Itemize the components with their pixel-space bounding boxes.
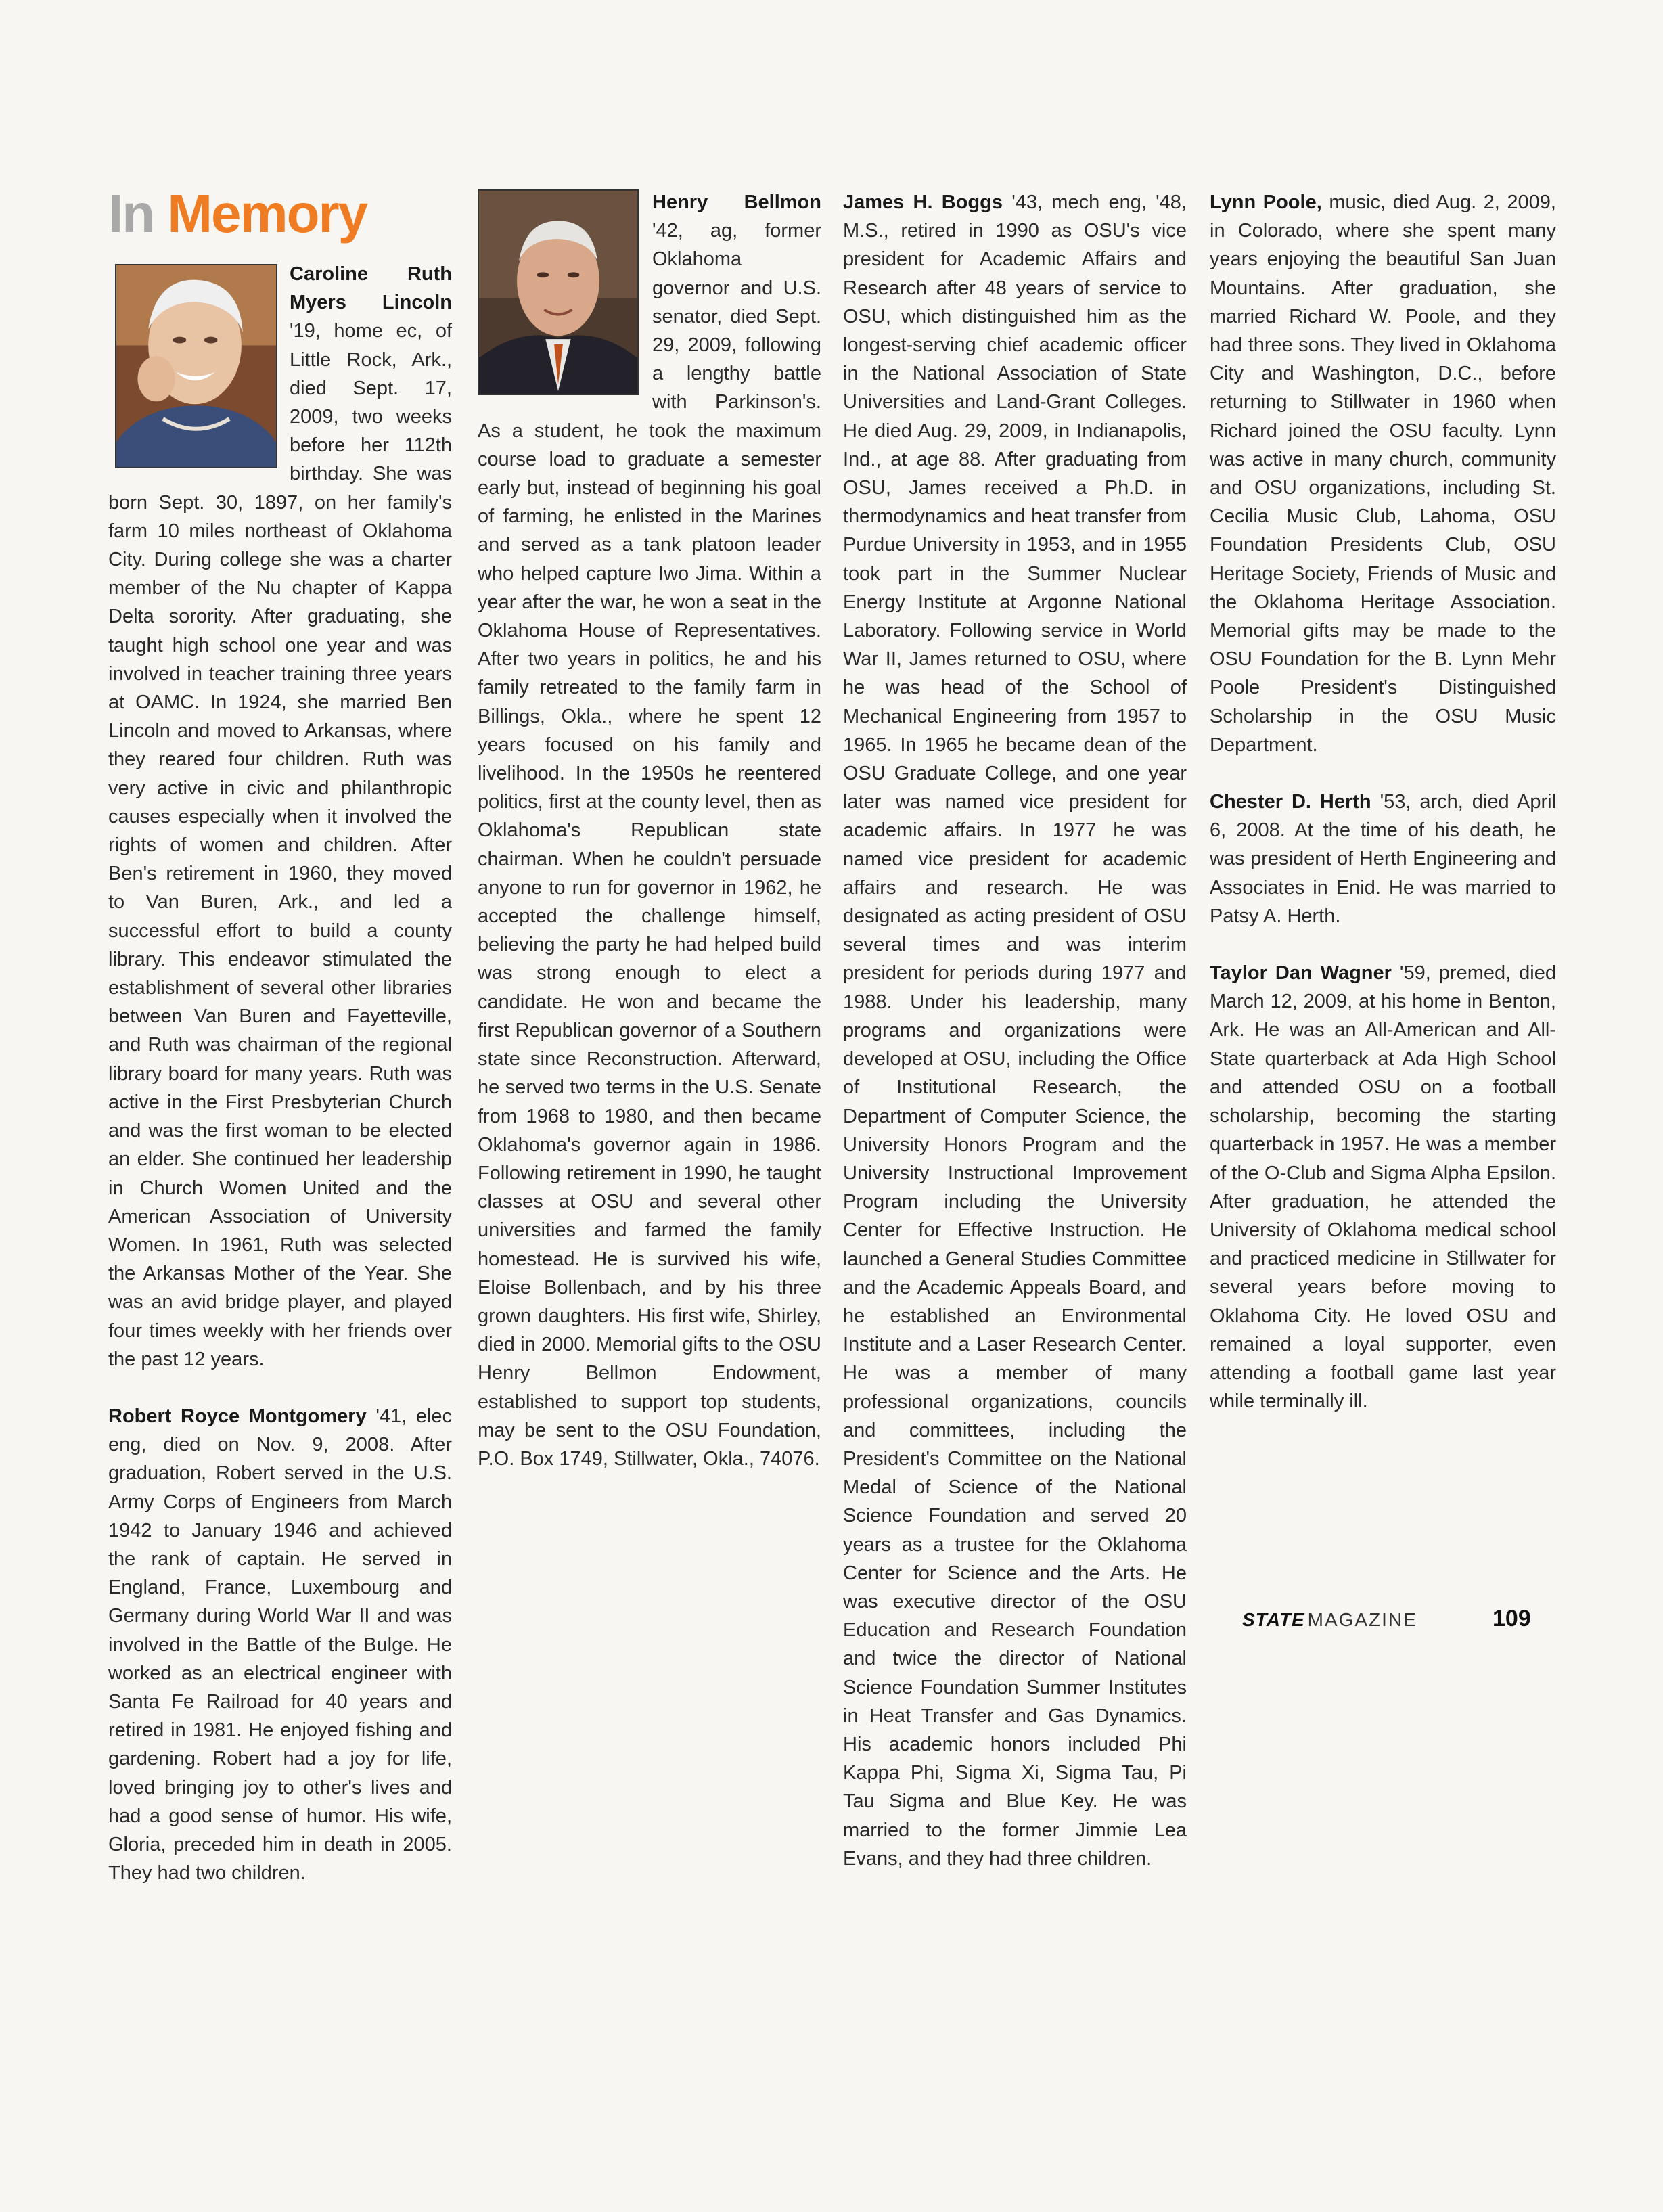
obituary-bellmon xyxy=(478,188,821,1473)
column-4 xyxy=(1210,188,1556,1444)
obituary-name: James H. Boggs xyxy=(843,191,1003,213)
page-footer xyxy=(1242,1606,1540,1633)
portrait-photo-icon xyxy=(115,264,277,468)
portrait-photo-icon xyxy=(478,189,639,395)
title-word-in: In xyxy=(108,183,154,244)
page-title xyxy=(108,183,452,245)
obituary-text: '42, ag, former Oklahoma governor and U.S. senator, died Sept. 29, 2009, following a lengthy battle with Parkinson's. As a student, he took the maximum course load to graduate a semester early but, instead of beginning his goal of farming, he enlisted in the Marines and served as a tank platoon leader who helped capture Iwo Jima. Within a year after the war, he won a seat in the Oklahoma House of Representatives. After two years in politics, he and his family retreated to the family farm in Billings, Okla., where he spent 12 years focused on his family and livelihood. In the 1950s he reentered politics, first at the county level, then as Oklahoma's Republican state chairman. When he couldn't persuade anyone to run for governor in 1962, he accepted the challenge himself, believing the party he had helped build was strong enough to elect a candidate. He won and became the first Republican governor of a Southern state since Reconstruction. Afterward, he served two terms in the U.S. Senate from 1968 to 1980, and then became Oklahoma's governor again in 1986. Following retirement in 1990, he taught classes at OSU and several other universities and farmed the family homestead. He is survived his wife, Eloise Bollenbach, and by his three grown daughters. His first wife, Shirley, died in 2000. Memorial gifts to the OSU Henry Bellmon Endowment, established to support top students, may be sent to the OSU Foundation, P.O. Box 1749, Stillwater, Okla., 74076. xyxy=(478,220,821,1470)
obituary-poole xyxy=(1210,188,1556,759)
obituary-name: Henry Bellmon xyxy=(652,191,821,213)
column-3 xyxy=(843,188,1187,1901)
magazine-name-word: MAGAZINE xyxy=(1307,1609,1417,1630)
obituary-wagner xyxy=(1210,959,1556,1416)
column-1 xyxy=(108,183,452,1916)
title-word-memory: Memory xyxy=(167,183,367,244)
obituary-boggs xyxy=(843,188,1187,1873)
obituary-text: '19, home ec, of Little Rock, Ark., died Sept. 17, 2009, two weeks before her 112th birthday. She was born Sept. 30, 1897, on her family's farm 10 miles northeast of Oklahoma City. During college she was a charter member of the Nu chapter of Kappa Delta sorority. After graduating, she taught high school one year and was involved in teacher training three years at OAMC. In 1924, she married Ben Lincoln and moved to Arkansas, where they reared four children. Ruth was very active in civic and philanthropic causes especially when it involved the rights of women and children. After Ben's retirement in 1960, they moved to Van Buren, Ark., and led a successful effort to build a county library. This endeavor stimulated the establishment of several other libraries between Van Buren and Fayetteville, and Ruth was chairman of the regional library board for many years. Ruth was active in the First Presbyterian Church and was the first woman to be elected an elder. She continued her leadership in Church Women United and the American Association of University Women. In 1961, Ruth was selected the Arkansas Mother of the Year. She was an avid bridge player, and played four times weekly with her friends over the past 12 years. xyxy=(108,320,452,1370)
obituary-lincoln xyxy=(108,260,452,1374)
obituary-name: Taylor Dan Wagner xyxy=(1210,962,1392,985)
page-number: 109 xyxy=(1493,1606,1531,1631)
obituary-text: '59, premed, died March 12, 2009, at his home in Benton, Ark. He was an All-American and All-State quarterback at Ada High School and attended OSU on a football scholarship, becoming the starting quarterback in 1957. He was a member of the O-Club and Sigma Alpha Epsilon. After graduation, he attended the University of Oklahoma medical school and practiced medicine in Stillwater for several years before moving to Oklahoma City. He loved OSU and remained a loyal supporter, even attending a football game last year while terminally ill. xyxy=(1210,962,1556,1413)
obituary-herth xyxy=(1210,788,1556,930)
obituary-name: Caroline Ruth Myers Lincoln xyxy=(290,263,452,314)
obituary-name: Robert Royce Montgomery xyxy=(108,1405,367,1427)
obituary-text: '53, arch, died April 6, 2008. At the time of his death, he was president of Herth Engineering and Associates in Enid. He was married to Patsy A. Herth. xyxy=(1210,791,1557,927)
obituary-text: '41, elec eng, died on Nov. 9, 2008. After graduation, Robert served in the U.S. Army Corps of Engineers from March 1942 to January 1946 and achieved the rank of captain. He served in England, France, Luxembourg and Germany during World War II and was involved in the Battle of the Bulge. He worked as an electrical engineer with Santa Fe Railroad for 40 years and retired in 1981. He enjoyed fishing and gardening. Robert had a joy for life, loved bringing joy to other's lives and had a good sense of humor. His wife, Gloria, preceded him in death in 2005. They had two children. xyxy=(108,1405,452,1884)
obituary-name: Chester D. Herth xyxy=(1210,791,1371,813)
magazine-name-state: STATE xyxy=(1242,1609,1305,1630)
obituary-name: Lynn Poole, xyxy=(1210,191,1322,213)
obituary-text: '43, mech eng, '48, M.S., retired in 1990 as OSU's vice president for Academic Affairs and Research after 48 years of service to OSU, which distinguished him as the longest-serving chief academic officer in the National Association of State Universities and Land-Grant Colleges. He died Aug. 29, 2009, in Indianapolis, Ind., at age 88. After graduating from OSU, James received a Ph.D. in thermodynamics and heat transfer from Purdue University in 1953, and in 1955 took part in the Summer Nuclear Energy Institute at Argonne National Laboratory. Following service in World War II, James returned to OSU, where he was head of the School of Mechanical Engineering from 1957 to 1965. In 1965 he became dean of the OSU Graduate College, and one year later was named vice president for academic affairs. In 1977 he was named vice president for academic affairs and research. He was designated as acting president of OSU several times and was interim president for periods during 1977 and 1988. Under his leadership, many programs and organizations were developed at OSU, including the Office of Institutional Research, the Department of Computer Science, the University Honors Program and the University Instructional Improvement Program including the University Center for Effective Instruction. He launched a General Studies Committee and the Academic Appeals Board, and he established an Environmental Institute and a Laser Research Center. He was a member of many professional organizations, councils and committees, including the President's Committee on the National Medal of Science of the National Science Foundation and served 20 years as a trustee for the Oklahoma Center for Science and the Arts. He was executive director of the OSU Education and Research Foundation and twice the director of National Science Foundation Summer Institutes in Heat Transfer and Gas Dynamics. His academic honors included Phi Kappa Phi, Sigma Xi, Sigma Tau, Pi Tau Sigma and Blue Key. He was married to the former Jimmie Lea Evans, and they had three children. xyxy=(843,191,1187,1870)
obituary-text: music, died Aug. 2, 2009, in Colorado, where she spent many years enjoying the beautiful San Juan Mountains. After graduation, she married Richard W. Poole, and they had three sons. They lived in Oklahoma City and Washington, D.C., before returning to Stillwater in 1960 when Richard joined the OSU faculty. Lynn was active in many church, community and OSU organizations, including St. Cecilia Music Club, Lahoma, OSU Foundation Presidents Club, OSU Heritage Society, Friends of Music and the Oklahoma Heritage Association. Memorial gifts may be made to the OSU Foundation for the B. Lynn Mehr Poole President's Distinguished Scholarship in the OSU Music Department. xyxy=(1210,191,1556,756)
obituary-montgomery xyxy=(108,1402,452,1887)
column-2 xyxy=(478,188,821,1502)
